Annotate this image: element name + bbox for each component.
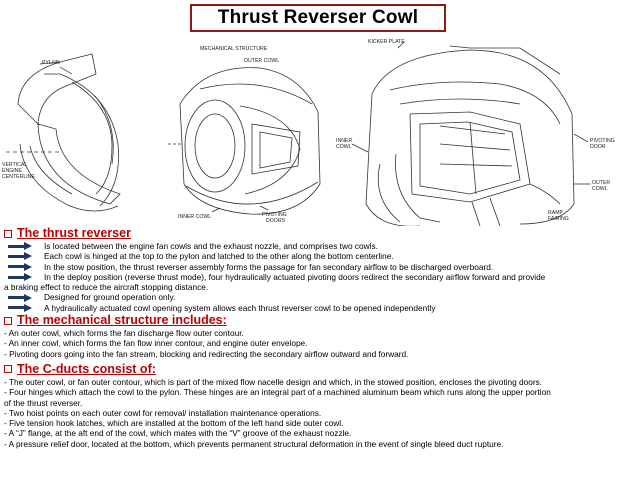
left-engine-drawing: [6, 54, 120, 211]
heading-thrust-reverser: The thrust reverser: [4, 226, 634, 241]
label-outer-cowl-top: OUTER COWL: [244, 58, 280, 64]
checkbox-icon: [4, 230, 12, 238]
thrust-reverser-diagram: [0, 34, 638, 226]
bullet-item: Designed for ground operation only.: [4, 292, 634, 302]
diagram-svg: [0, 34, 638, 226]
label-kicker-plate: KICKER PLATE: [368, 39, 405, 45]
label-pivoting: PIVOTING: [262, 212, 287, 218]
text-line: - Pivoting doors going into the fan stream, blocking and redirecting the secondary airflow outward and forward.: [4, 348, 409, 359]
heading-mechanical-structure: The mechanical structure includes:: [4, 313, 634, 328]
bullet-item: In the stow position, the thrust reverser assembly forms the passage for fan secondary airflow to be discharged overboard.: [4, 262, 634, 272]
arrow-right-icon: [8, 273, 32, 281]
label-cowl-outer: COWL: [592, 186, 608, 192]
label-pylon: PYLON: [42, 60, 60, 66]
arrow-right-icon: [8, 304, 32, 312]
arrow-right-icon: [8, 294, 32, 302]
label-engine: ENGINE: [2, 168, 22, 174]
heading-c-ducts: The C-ducts consist of:: [4, 362, 634, 377]
text-line: - Four hinges which attach the cowl to the pylon. These hinges are an integral part of a machined aluminum beam which runs along the upper portion: [4, 387, 551, 398]
arrow-right-icon: [8, 242, 32, 250]
arrow-right-icon: [8, 263, 32, 271]
text-line: - A pressure relief door, located at the bottom, which prevents permanent structural deformation in the event of single bleed duct rupture.: [4, 438, 504, 449]
label-centerline: CENTERLINE: [2, 174, 35, 180]
text-line: of the thrust reverser.: [4, 397, 83, 408]
checkbox-icon: [4, 365, 12, 373]
label-pivoting-door-2: DOOR: [590, 144, 606, 150]
label-outer: OUTER: [592, 180, 611, 186]
content-text: [4, 226, 634, 449]
slide-title: [190, 4, 446, 32]
label-vertical: VERTICAL: [2, 162, 28, 168]
label-fairing: FAIRING: [548, 216, 569, 222]
arrow-right-icon: [8, 252, 32, 260]
text-line: - Two hoist points on each outer cowl for removal/ installation maintenance operations.: [4, 407, 322, 418]
label-pivoting-door-1: PIVOTING: [590, 138, 615, 144]
label-doors: DOORS: [266, 218, 286, 224]
text-line: - An outer cowl, which forms the fan discharge flow outer contour.: [4, 328, 244, 339]
text-line: - An inner cowl, which forms the fan flow inner contour, and engine outer envelope.: [4, 338, 308, 349]
label-inner: INNER: [336, 138, 353, 144]
right-cowl-drawing: [352, 42, 590, 226]
bullet-item: Each cowl is hinged at the top to the pylon and latched to the other along the bottom centerline.: [4, 251, 634, 261]
label-inner-cowl-bottom: INNER COWL: [178, 214, 212, 220]
slide-title-text: Thrust Reverser Cowl: [217, 7, 419, 28]
bullet-item: A hydraulically actuated cowl opening system allows each thrust reverser cowl to be opened independently: [4, 303, 634, 313]
middle-structure-drawing: [168, 68, 320, 214]
text-line: - The outer cowl, or fan outer contour, which is part of the mixed flow nacelle design and which, in the stowed position, encloses the pivoting doors.: [4, 376, 543, 387]
bullet-item: Is located between the engine fan cowls and the exhaust nozzle, and comprises two cowls.: [4, 241, 634, 251]
continuation-line: a braking effect to reduce the aircraft stopping distance.: [4, 282, 209, 293]
label-cowl-inner: COWL: [336, 144, 352, 150]
label-ramp: RAMP: [548, 210, 563, 216]
bullet-item: In the deploy position (reverse thrust mode), four hydraulically actuated pivoting doors redirect the secondary airflow forward and provide: [4, 272, 634, 282]
text-line: - A “J” flange, at the aft end of the cowl, which mates with the “V” groove of the exhaust nozzle.: [4, 428, 352, 439]
label-mechanical-structure: MECHANICAL STRUCTURE: [200, 46, 268, 52]
checkbox-icon: [4, 317, 12, 325]
text-line: - Five tension hook latches, which are installed at the bottom of the left hand side outer cowl.: [4, 418, 344, 429]
